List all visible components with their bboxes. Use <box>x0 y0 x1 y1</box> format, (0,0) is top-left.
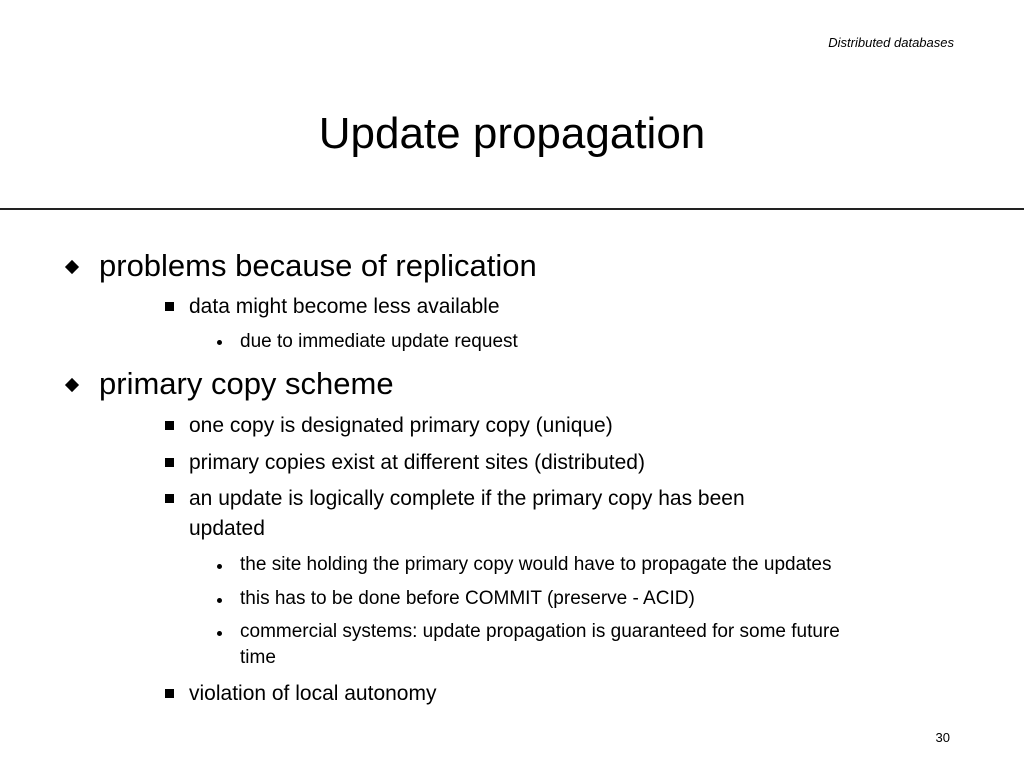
square-bullet-icon <box>165 421 174 430</box>
subsubbullet-item-commercial-systems-line1: commercial systems: update propagation is guaranteed for some future <box>240 621 840 642</box>
subsubbullet-item-propagate-updates: the site holding the primary copy would have to propagate the updates <box>240 554 832 575</box>
bullet-item-primary-copy-scheme: primary copy scheme <box>99 366 394 401</box>
page-number: 30 <box>935 730 950 745</box>
square-bullet-icon <box>165 494 174 503</box>
slide-header-label: Distributed databases <box>828 35 954 50</box>
diamond-bullet-icon <box>65 260 79 274</box>
subsubbullet-item-immediate-update: due to immediate update request <box>240 331 518 352</box>
square-bullet-icon <box>165 302 174 311</box>
subbullet-item-logically-complete-line2: updated <box>189 517 265 540</box>
dot-bullet-icon <box>217 340 222 345</box>
dot-bullet-icon <box>217 598 222 603</box>
subbullet-item-logically-complete-line1: an update is logically complete if the primary copy has been <box>189 487 745 510</box>
subbullet-item-different-sites: primary copies exist at different sites (distributed) <box>189 451 645 474</box>
subsubbullet-item-commercial-systems-line2: time <box>240 647 276 668</box>
subsubbullet-item-before-commit: this has to be done before COMMIT (preserve - ACID) <box>240 588 695 609</box>
bullet-item-replication-problems: problems because of replication <box>99 248 537 283</box>
dot-bullet-icon <box>217 564 222 569</box>
slide-title: Update propagation <box>318 109 706 158</box>
subbullet-item-designated-primary: one copy is designated primary copy (unique) <box>189 414 613 437</box>
dot-bullet-icon <box>217 631 222 636</box>
subbullet-item-local-autonomy: violation of local autonomy <box>189 682 437 705</box>
title-divider <box>0 208 1024 210</box>
square-bullet-icon <box>165 458 174 467</box>
subbullet-item-less-available: data might become less available <box>189 295 500 318</box>
diamond-bullet-icon <box>65 378 79 392</box>
square-bullet-icon <box>165 689 174 698</box>
